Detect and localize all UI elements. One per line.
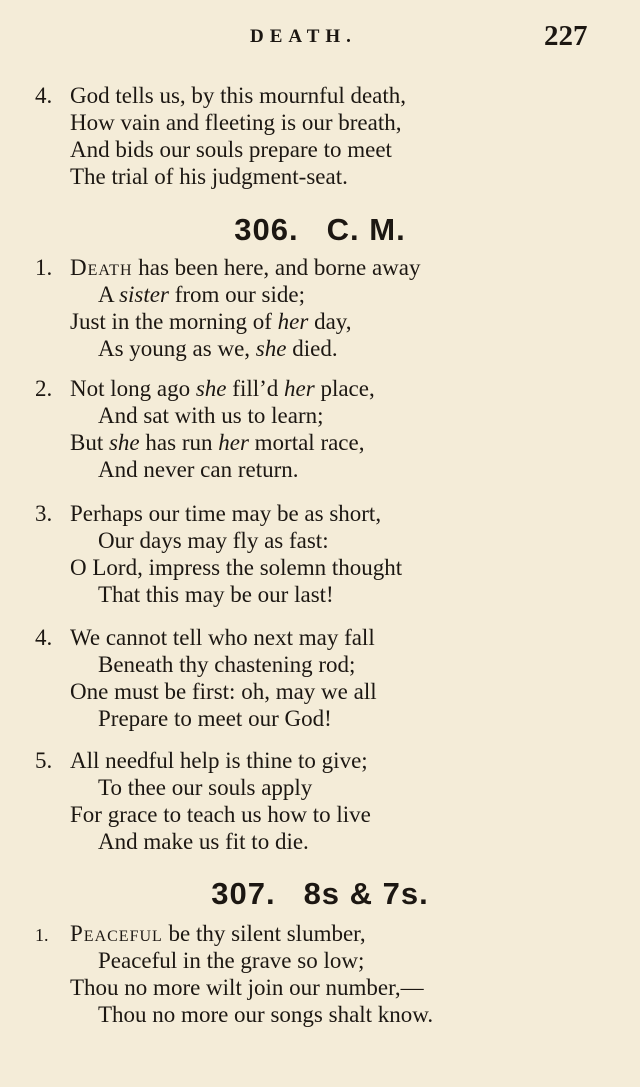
- verse-line: One must be first: oh, may we all: [70, 679, 377, 704]
- hymn-heading-307: [0, 876, 640, 912]
- stanza-number: 4.: [35, 625, 53, 650]
- italic-word: her: [218, 430, 249, 455]
- verse-line: The trial of his judgment-seat.: [70, 164, 348, 189]
- verse-text: But: [70, 430, 109, 455]
- verse-line: [70, 920, 366, 948]
- verse-text: As young as we,: [98, 336, 256, 361]
- verse-line: For grace to teach us how to live: [70, 802, 371, 827]
- italic-word: sister: [119, 282, 169, 307]
- verse-line: Our days may fly as fast:: [98, 528, 329, 553]
- verse-text: A: [98, 282, 120, 307]
- running-head: [0, 22, 640, 52]
- verse-line: Thou no more wilt join our number,—: [70, 975, 424, 1000]
- stanza-number: 4.: [35, 83, 53, 108]
- stanza-number: 1.: [35, 255, 53, 280]
- stanza-number: 2.: [35, 376, 53, 401]
- verse-line: How vain and fleeting is our breath,: [70, 110, 402, 135]
- verse-line: Prepare to meet our God!: [98, 706, 332, 731]
- page-number: 227: [544, 20, 588, 52]
- verse-text: from our side;: [168, 282, 305, 307]
- italic-word: she: [255, 336, 287, 361]
- verse-line: [98, 281, 305, 309]
- verse-line: Beneath thy chastening rod;: [98, 652, 356, 677]
- verse-line: Thou no more our songs shalt know.: [98, 1002, 434, 1027]
- verse-text: be thy silent slumber,: [162, 921, 366, 946]
- verse-text: has been here, and borne away: [132, 255, 421, 280]
- italic-word: she: [108, 430, 140, 455]
- hymn-number: 307.: [211, 876, 276, 911]
- verse-line: And bids our souls prepare to meet: [70, 137, 392, 162]
- verse-line: To thee our souls apply: [98, 775, 313, 800]
- verse-line: [98, 335, 338, 363]
- verse-text: Just in the morning of: [70, 309, 278, 334]
- verse-text: has run: [139, 430, 219, 455]
- verse-text: place,: [314, 376, 375, 401]
- verse-line: All needful help is thine to give;: [70, 748, 368, 773]
- stanza-number: 3.: [35, 501, 53, 526]
- hymn-number: 306.: [234, 212, 299, 247]
- verse-text: died.: [286, 336, 338, 361]
- italic-word: she: [195, 376, 227, 401]
- hymn-meter: 8s & 7s.: [303, 876, 429, 911]
- verse-line: And sat with us to learn;: [98, 403, 324, 428]
- italic-word: her: [284, 376, 315, 401]
- italic-word: her: [277, 309, 309, 334]
- verse-text: Not long ago: [70, 376, 196, 401]
- verse-line: [70, 308, 352, 336]
- verse-text: fill’d: [226, 376, 285, 401]
- hymn-meter: C. M.: [326, 212, 406, 247]
- verse-line: [70, 375, 375, 403]
- small-caps-word: Death: [70, 255, 133, 280]
- verse-line: We cannot tell who next may fall: [70, 625, 375, 650]
- running-title: DEATH.: [250, 26, 357, 47]
- verse-line: Perhaps our time may be as short,: [70, 501, 382, 526]
- verse-line: And never can return.: [98, 457, 299, 482]
- verse-line: God tells us, by this mournful death,: [70, 83, 407, 108]
- stanza-number: 1.: [35, 925, 49, 945]
- verse-line: Peaceful in the grave so low;: [98, 948, 365, 973]
- verse-line: O Lord, impress the solemn thought: [70, 555, 403, 580]
- verse-line: And make us fit to die.: [98, 829, 309, 854]
- hymn-heading-306: [0, 212, 640, 248]
- verse-line: [70, 429, 364, 457]
- verse-text: day,: [308, 309, 352, 334]
- small-caps-word: Peaceful: [70, 921, 163, 946]
- stanza-number: 5.: [35, 748, 53, 773]
- verse-text: mortal race,: [248, 430, 365, 455]
- verse-line: [70, 254, 421, 282]
- verse-line: That this may be our last!: [98, 582, 334, 607]
